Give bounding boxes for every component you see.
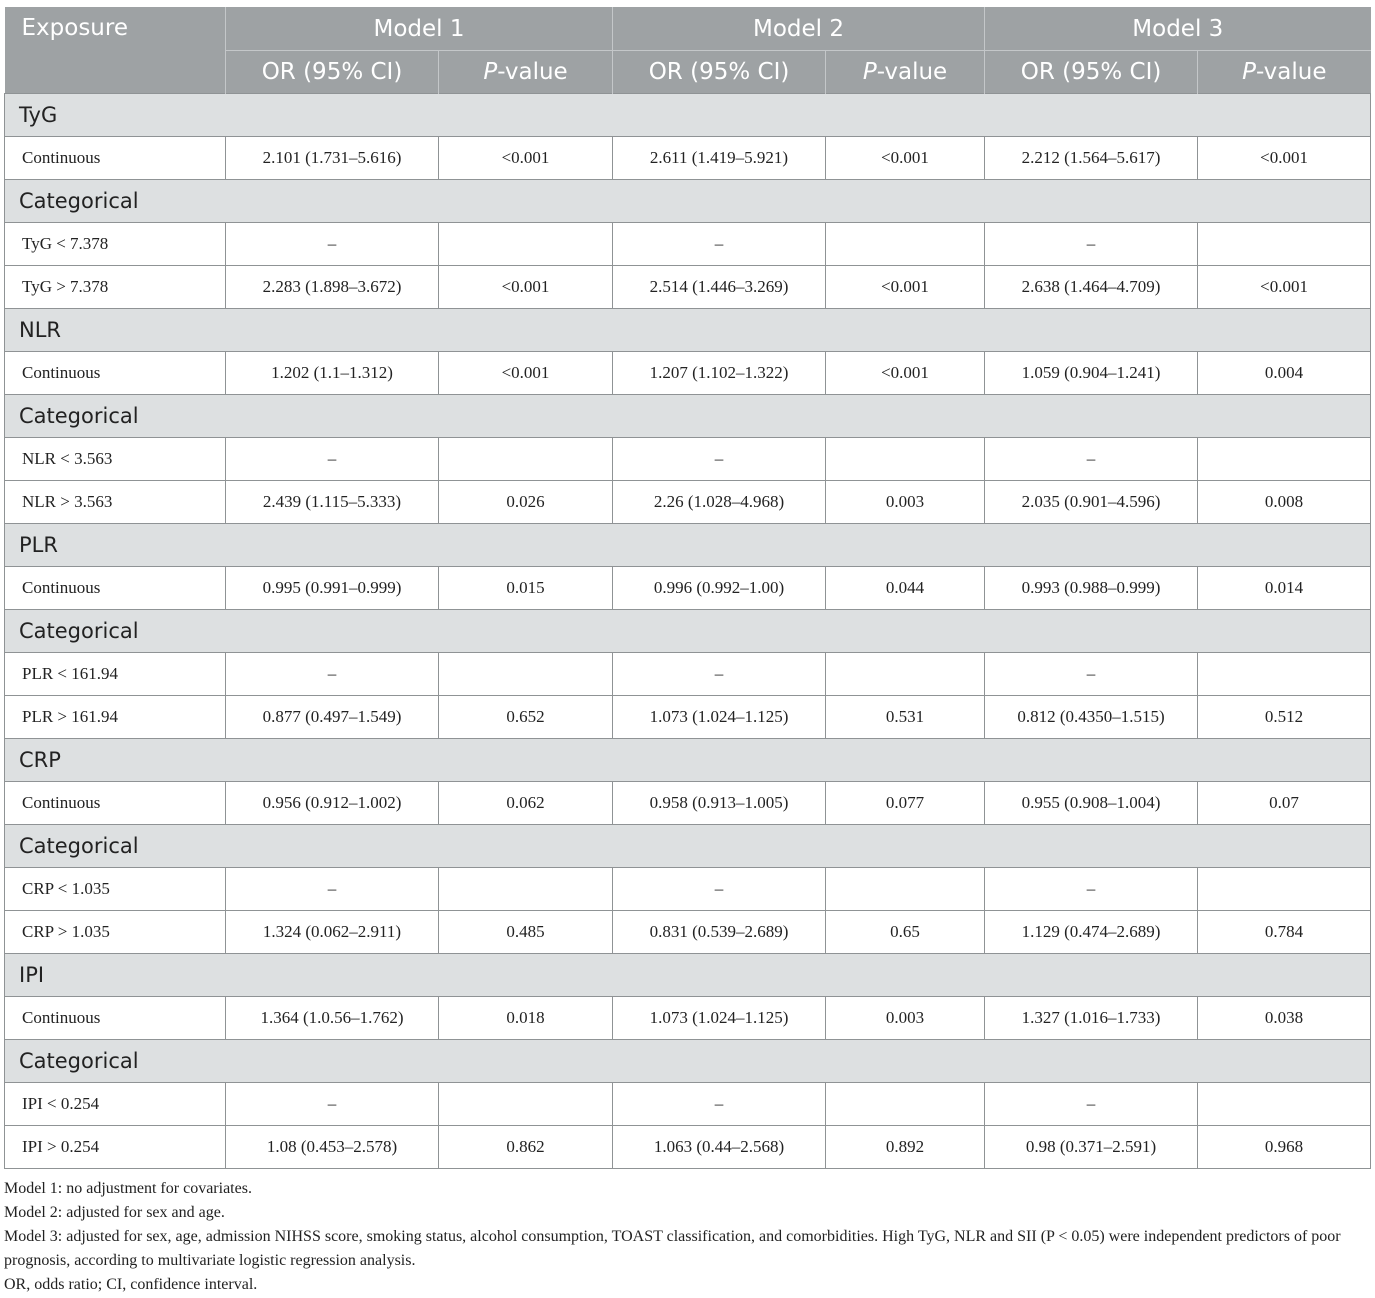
p-value-cell: <0.001: [1198, 137, 1371, 180]
footnote: Model 3: adjusted for sex, age, admission NIHSS score, smoking status, alcohol consumption, TOAST classification, and comorbidities. High TyG, NLR and SII (P < 0.05) were independent predictors of poor prognosis, according to multivariate logistic regression analysis.: [4, 1228, 1341, 1269]
or-ci-cell: 0.996 (0.992–1.00): [613, 567, 826, 610]
p-italic: P: [862, 59, 877, 85]
p-value-cell: 0.077: [826, 782, 985, 825]
section-row: [5, 1040, 1371, 1083]
or-ci-cell: 1.324 (0.062–2.911): [226, 911, 439, 954]
row-label: CRP < 1.035: [5, 868, 226, 911]
p-value-cell: 0.531: [826, 696, 985, 739]
or-ci-cell: –: [985, 223, 1198, 266]
or-ci-cell: –: [226, 438, 439, 481]
section-row: [5, 825, 1371, 868]
or-ci-cell: 0.956 (0.912–1.002): [226, 782, 439, 825]
section-row: [5, 180, 1371, 223]
p-value-cell: <0.001: [439, 137, 613, 180]
p-value-cell: <0.001: [826, 266, 985, 309]
p-value-cell: [826, 653, 985, 696]
or-ci-cell: 1.059 (0.904–1.241): [985, 352, 1198, 395]
section-row: [5, 94, 1371, 137]
p-value-cell: 0.512: [1198, 696, 1371, 739]
or-ci-cell: –: [613, 653, 826, 696]
or-ci-cell: –: [613, 1083, 826, 1126]
p-value-cell: [826, 438, 985, 481]
p-value-header: [1198, 51, 1371, 94]
p-value-cell: 0.026: [439, 481, 613, 524]
p-value-cell: 0.004: [1198, 352, 1371, 395]
row-label: PLR > 161.94: [5, 696, 226, 739]
footnote: OR, odds ratio; CI, confidence interval.: [4, 1276, 258, 1293]
p-value-cell: 0.784: [1198, 911, 1371, 954]
p-value-cell: 0.014: [1198, 567, 1371, 610]
p-value-cell: [826, 868, 985, 911]
section-title: CRP: [5, 739, 1371, 782]
section-title: Categorical: [5, 610, 1371, 653]
p-value-cell: [1198, 653, 1371, 696]
p-value-header: [826, 51, 985, 94]
or-ci-cell: 1.073 (1.024–1.125): [613, 696, 826, 739]
p-value-cell: 0.652: [439, 696, 613, 739]
section-title: Categorical: [5, 825, 1371, 868]
p-value-cell: 0.65: [826, 911, 985, 954]
row-label: NLR > 3.563: [5, 481, 226, 524]
row-label: Continuous: [5, 997, 226, 1040]
p-value-cell: [826, 1083, 985, 1126]
table-row: [5, 653, 1371, 696]
section-row: [5, 739, 1371, 782]
row-label: PLR < 161.94: [5, 653, 226, 696]
p-value-cell: [439, 223, 613, 266]
row-label: Continuous: [5, 137, 226, 180]
or-ci-cell: 1.063 (0.44–2.568): [613, 1126, 826, 1169]
p-value-cell: <0.001: [439, 352, 613, 395]
p-value-cell: 0.003: [826, 481, 985, 524]
p-value-cell: <0.001: [826, 352, 985, 395]
or-ci-cell: –: [613, 868, 826, 911]
section-row: [5, 524, 1371, 567]
p-suffix: -value: [497, 59, 568, 85]
table-row: [5, 481, 1371, 524]
p-value-cell: 0.862: [439, 1126, 613, 1169]
p-value-cell: [1198, 438, 1371, 481]
p-value-header: [439, 51, 613, 94]
or-ci-cell: 0.958 (0.913–1.005): [613, 782, 826, 825]
or-ci-header: OR (95% CI): [613, 51, 826, 94]
or-ci-cell: 2.101 (1.731–5.616): [226, 137, 439, 180]
p-value-cell: <0.001: [826, 137, 985, 180]
p-value-cell: [826, 223, 985, 266]
table-row: [5, 567, 1371, 610]
p-value-cell: 0.968: [1198, 1126, 1371, 1169]
footnote: Model 1: no adjustment for covariates.: [4, 1180, 252, 1197]
p-value-cell: <0.001: [1198, 266, 1371, 309]
or-ci-cell: 2.514 (1.446–3.269): [613, 266, 826, 309]
table-row: [5, 696, 1371, 739]
or-ci-cell: –: [985, 868, 1198, 911]
table-row: [5, 1083, 1371, 1126]
section-title: NLR: [5, 309, 1371, 352]
or-ci-cell: –: [985, 438, 1198, 481]
table-row: [5, 352, 1371, 395]
table-header: [5, 7, 1371, 94]
p-value-cell: 0.044: [826, 567, 985, 610]
model-1-header: Model 1: [226, 7, 613, 51]
row-label: TyG > 7.378: [5, 266, 226, 309]
or-ci-header: OR (95% CI): [985, 51, 1198, 94]
p-value-cell: [439, 1083, 613, 1126]
row-label: CRP > 1.035: [5, 911, 226, 954]
or-ci-cell: –: [226, 223, 439, 266]
p-suffix: -value: [1255, 59, 1327, 85]
or-ci-cell: –: [613, 438, 826, 481]
or-ci-cell: –: [985, 653, 1198, 696]
table-row: [5, 223, 1371, 266]
or-ci-cell: 1.327 (1.016–1.733): [985, 997, 1198, 1040]
row-label: Continuous: [5, 567, 226, 610]
p-suffix: -value: [876, 59, 948, 85]
or-ci-cell: –: [985, 1083, 1198, 1126]
p-value-cell: [1198, 223, 1371, 266]
or-ci-cell: 1.364 (1.0.56–1.762): [226, 997, 439, 1040]
table-row: [5, 997, 1371, 1040]
footnotes: [4, 1177, 1370, 1297]
or-ci-cell: 2.638 (1.464–4.709): [985, 266, 1198, 309]
p-value-cell: 0.485: [439, 911, 613, 954]
table-row: [5, 438, 1371, 481]
table-row: [5, 868, 1371, 911]
or-ci-cell: 1.207 (1.102–1.322): [613, 352, 826, 395]
section-title: Categorical: [5, 1040, 1371, 1083]
table-body: [5, 94, 1371, 1169]
section-title: Categorical: [5, 395, 1371, 438]
row-label: Continuous: [5, 782, 226, 825]
or-ci-cell: 2.26 (1.028–4.968): [613, 481, 826, 524]
section-row: [5, 954, 1371, 997]
exposure-header: Exposure: [5, 7, 226, 94]
or-ci-cell: 0.995 (0.991–0.999): [226, 567, 439, 610]
p-value-cell: 0.003: [826, 997, 985, 1040]
table-row: [5, 1126, 1371, 1169]
p-italic: P: [1242, 59, 1256, 85]
p-value-cell: [1198, 868, 1371, 911]
model-2-header: Model 2: [613, 7, 985, 51]
table-row: [5, 911, 1371, 954]
p-value-cell: [439, 438, 613, 481]
or-ci-cell: 0.877 (0.497–1.549): [226, 696, 439, 739]
or-ci-cell: –: [226, 868, 439, 911]
or-ci-cell: 2.035 (0.901–4.596): [985, 481, 1198, 524]
or-ci-cell: 1.202 (1.1–1.312): [226, 352, 439, 395]
or-ci-cell: 0.993 (0.988–0.999): [985, 567, 1198, 610]
p-value-cell: [439, 653, 613, 696]
table-row: [5, 137, 1371, 180]
section-title: TyG: [5, 94, 1371, 137]
row-label: IPI > 0.254: [5, 1126, 226, 1169]
p-value-cell: 0.018: [439, 997, 613, 1040]
or-ci-cell: –: [226, 653, 439, 696]
or-ci-cell: 0.98 (0.371–2.591): [985, 1126, 1198, 1169]
table-row: [5, 266, 1371, 309]
section-row: [5, 309, 1371, 352]
or-ci-cell: 1.073 (1.024–1.125): [613, 997, 826, 1040]
or-ci-cell: 0.955 (0.908–1.004): [985, 782, 1198, 825]
row-label: Continuous: [5, 352, 226, 395]
p-value-cell: [439, 868, 613, 911]
row-label: IPI < 0.254: [5, 1083, 226, 1126]
section-row: [5, 610, 1371, 653]
p-value-cell: 0.008: [1198, 481, 1371, 524]
section-title: PLR: [5, 524, 1371, 567]
or-ci-cell: 0.812 (0.4350–1.515): [985, 696, 1198, 739]
results-table: [4, 7, 1371, 1169]
or-ci-cell: 2.611 (1.419–5.921): [613, 137, 826, 180]
row-label: NLR < 3.563: [5, 438, 226, 481]
or-ci-cell: –: [613, 223, 826, 266]
p-value-cell: 0.038: [1198, 997, 1371, 1040]
section-title: Categorical: [5, 180, 1371, 223]
model-3-header: Model 3: [985, 7, 1371, 51]
p-value-cell: [1198, 1083, 1371, 1126]
p-value-cell: 0.07: [1198, 782, 1371, 825]
or-ci-cell: 2.212 (1.564–5.617): [985, 137, 1198, 180]
or-ci-cell: 1.129 (0.474–2.689): [985, 911, 1198, 954]
p-value-cell: 0.062: [439, 782, 613, 825]
row-label: TyG < 7.378: [5, 223, 226, 266]
p-value-cell: 0.892: [826, 1126, 985, 1169]
section-row: [5, 395, 1371, 438]
p-value-cell: <0.001: [439, 266, 613, 309]
or-ci-cell: 2.283 (1.898–3.672): [226, 266, 439, 309]
section-title: IPI: [5, 954, 1371, 997]
or-ci-cell: 2.439 (1.115–5.333): [226, 481, 439, 524]
p-italic: P: [483, 59, 498, 85]
or-ci-header: OR (95% CI): [226, 51, 439, 94]
footnote: Model 2: adjusted for sex and age.: [4, 1204, 225, 1221]
p-value-cell: 0.015: [439, 567, 613, 610]
or-ci-cell: –: [226, 1083, 439, 1126]
table-row: [5, 782, 1371, 825]
or-ci-cell: 1.08 (0.453–2.578): [226, 1126, 439, 1169]
or-ci-cell: 0.831 (0.539–2.689): [613, 911, 826, 954]
